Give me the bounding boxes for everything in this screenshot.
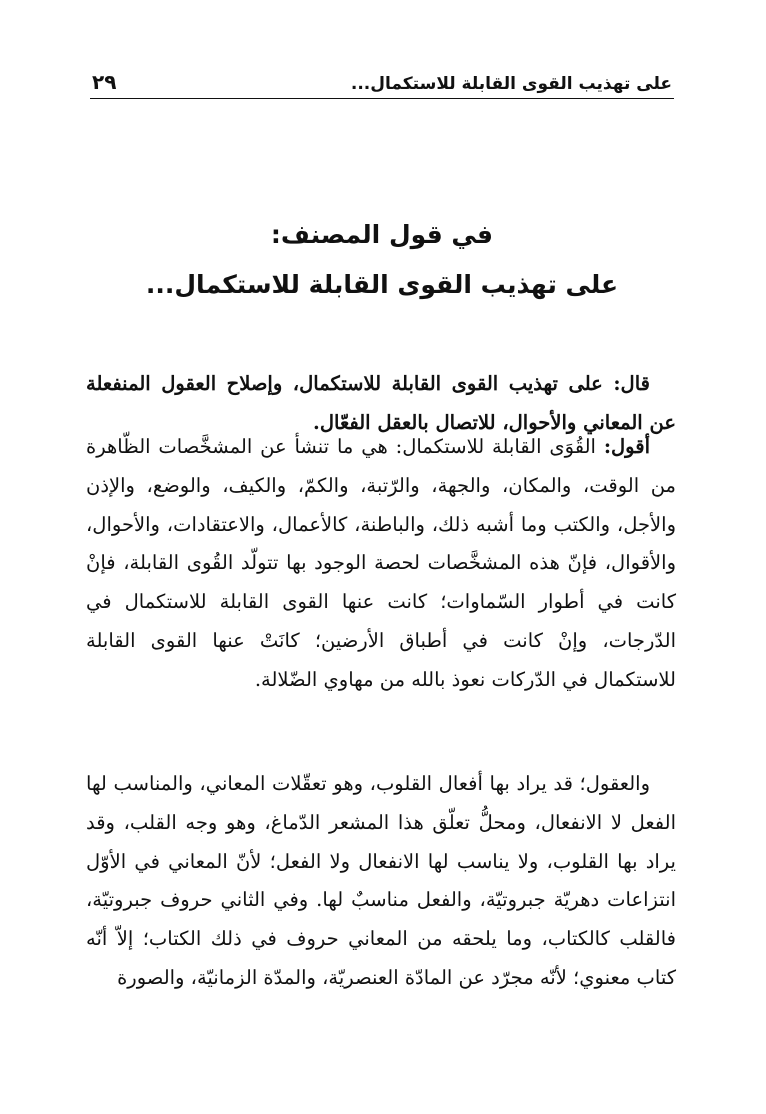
section-heading bbox=[90, 210, 674, 310]
commentary-paragraph-2 bbox=[86, 765, 676, 998]
quote-lead: قال: bbox=[613, 372, 650, 395]
commentary-paragraph-1 bbox=[86, 428, 676, 700]
page-number: ٢٩ bbox=[92, 70, 117, 94]
running-title: على تهذيب القوى القابلة للاستكمال... bbox=[350, 74, 672, 94]
paragraph-2: والعقول؛ قد يراد بها أفعال القلوب، وهو تعقّلات المعاني، والمناسب لها الفعل لا الانفعال، ومحلُّ تعلّق هذا المشعر الدّماغ، وهو وجه القلب، وقد يراد بها القلوب، ولا يناسب لها الانفعال ولا الفعل؛ لأنّ المعاني في الأوّل انتزاعات دهريّة جبروتيّة، والفعل مناسبٌ لها. وفي الثاني حروف جبروتيّة، فالقلب كالكتاب، وما يلحقه من المعاني حروف في ذلك الكتاب؛ إلاّ أنّه كتاب معنوي؛ لأنّه مجرّد عن المادّة العنصريّة، والمدّة الزمانيّة، والصورة bbox=[86, 772, 676, 989]
header-rule bbox=[90, 98, 674, 99]
heading-line-1: في قول المصنف: bbox=[270, 220, 494, 249]
quote-text: على تهذيب القوى القابلة للاستكمال، وإصلاح العقول المنفعلة عن المعاني والأحوال، للاتصال بالعقل الفعّال. bbox=[86, 372, 676, 434]
heading-line-2: على تهذيب القوى القابلة للاستكمال... bbox=[145, 270, 619, 299]
paragraph-1-text: القُوَى القابلة للاستكمال: هي ما تنشأ عن المشخَّصات الظّاهرة من الوقت، والمكان، والجهة، والرّتبة، والكمّ، والكيف، والوضع، والإذن والأجل، والكتب وما أشبه ذلك، والباطنة، كالأعمال، والاعتقادات، والأحوال، والأقوال، فإنّ هذه المشخَّصات لحصة الوجود بها تتولّد القُوى القابلة، فإنْ كانت في أطوار السّماوات؛ كانت عنها القوى القابلة للاستكمال في الدّرجات، وإنْ كانت في أطباق الأرضين؛ كانَتْ عنها القوى القابلة للاستكمال في الدّركات نعوذ بالله من مهاوي الضّلالة. bbox=[86, 435, 676, 691]
running-header bbox=[92, 64, 672, 94]
paragraph-1 bbox=[86, 428, 676, 700]
paragraph-1-lead: أقول: bbox=[603, 435, 650, 458]
